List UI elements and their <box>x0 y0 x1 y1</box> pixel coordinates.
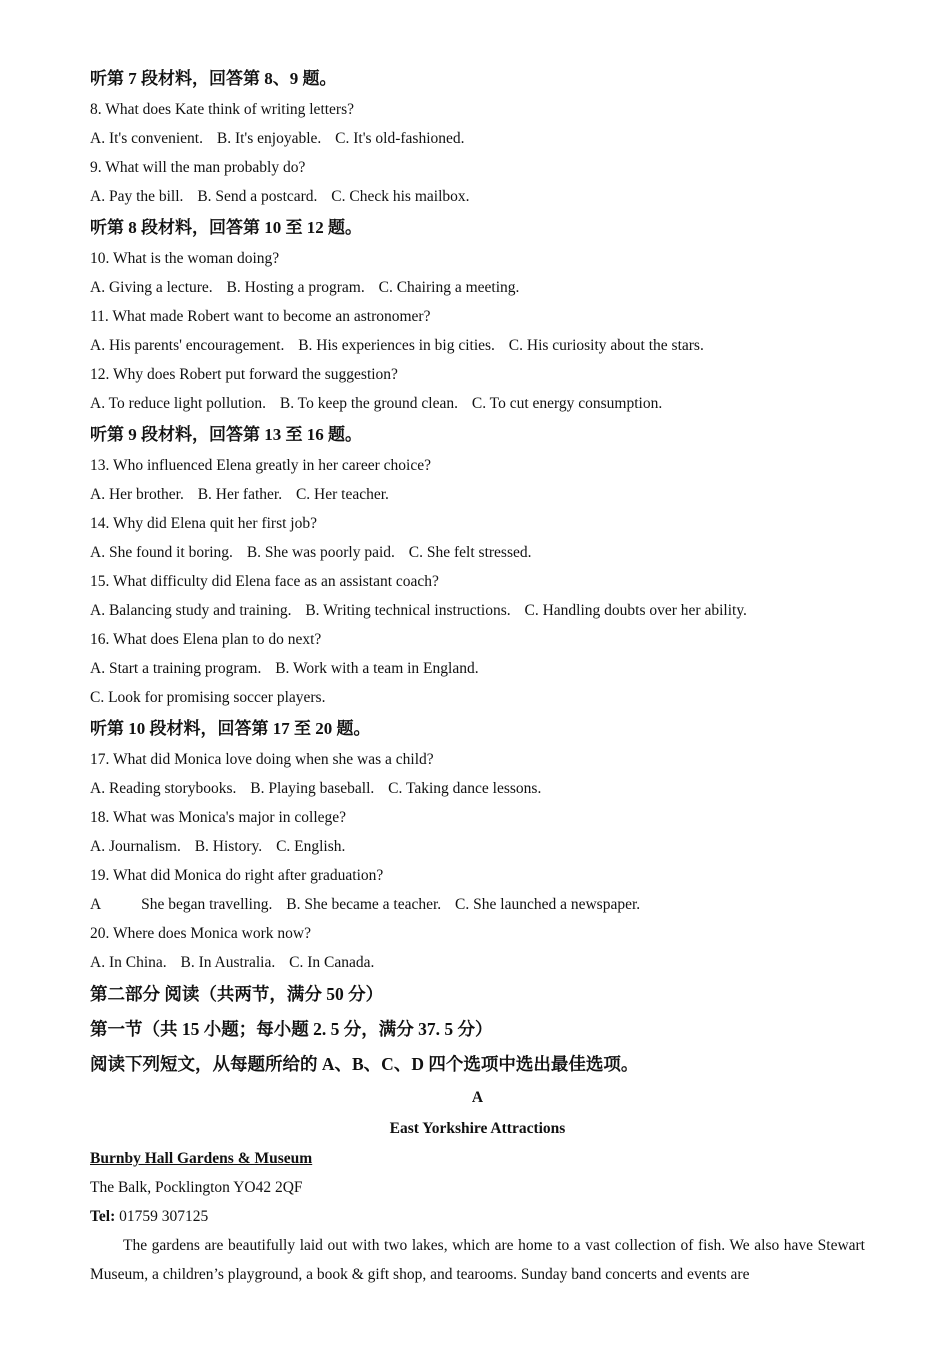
options-10 <box>90 273 865 302</box>
venue-name: Burnby Hall Gardens & Museum <box>90 1150 313 1167</box>
option-c: C. She felt stressed. <box>408 544 532 561</box>
question-12: 12. Why does Robert put forward the suggestion? <box>90 366 398 383</box>
option-b: B. Send a postcard. <box>197 188 318 205</box>
option-a: A. To reduce light pollution. <box>90 395 266 412</box>
options-15 <box>90 596 865 625</box>
option-b: B. Work with a team in England. <box>275 660 479 677</box>
option-b: B. Her father. <box>197 486 283 503</box>
question-11: 11. What made Robert want to become an astronomer? <box>90 308 431 325</box>
option-c: C. She launched a newspaper. <box>455 896 641 913</box>
phone-value: 01759 307125 <box>115 1208 209 1225</box>
option-c: C. Taking dance lessons. <box>388 780 542 797</box>
question-15: 15. What difficulty did Elena face as an assistant coach? <box>90 573 439 590</box>
question-14: 14. Why did Elena quit her first job? <box>90 515 317 532</box>
option-b: B. To keep the ground clean. <box>279 395 458 412</box>
venue-description: The gardens are beautifully laid out with two lakes, which are home to a vast collection of fish. We also have Stewart Museum, a children’s playground, a book & gift shop, and tearooms. Sunday band concerts and events are <box>90 1237 865 1283</box>
option-c: C. It's old-fashioned. <box>335 130 465 147</box>
option-a: A. Journalism. <box>90 838 181 855</box>
option-c: C. His curiosity about the stars. <box>508 337 704 354</box>
reading-instruction: 阅读下列短文，从每题所给的 A、B、C、D 四个选项中选出最佳选项。 <box>90 1054 639 1074</box>
option-b: B. It's enjoyable. <box>216 130 322 147</box>
question-13: 13. Who influenced Elena greatly in her career choice? <box>90 457 431 474</box>
option-b: B. She became a teacher. <box>286 896 442 913</box>
option-b: B. Hosting a program. <box>226 279 365 296</box>
question-9: 9. What will the man probably do? <box>90 159 306 176</box>
option-c: C. English. <box>276 838 346 855</box>
option-c: C. Handling doubts over her ability. <box>524 602 747 619</box>
option-a: A. Her brother. <box>90 486 184 503</box>
option-c: C. Check his mailbox. <box>331 188 470 205</box>
question-20: 20. Where does Monica work now? <box>90 925 311 942</box>
document-page <box>90 62 865 1289</box>
option-a: A. His parents' encouragement. <box>90 337 285 354</box>
section-heading-7: 听第 7 段材料，回答第 8、9 题。 <box>90 69 337 88</box>
options-9 <box>90 182 865 211</box>
question-8: 8. What does Kate think of writing letters? <box>90 101 355 118</box>
options-19 <box>90 890 865 919</box>
option-a: A. Giving a lecture. <box>90 279 213 296</box>
option-a: A. It's convenient. <box>90 130 203 147</box>
option-a: A. Start a training program. <box>90 660 262 677</box>
option-a: A. Reading storybooks. <box>90 780 237 797</box>
part-two-title: 第二部分 阅读（共两节，满分 50 分） <box>90 984 384 1004</box>
options-18 <box>90 832 865 861</box>
option-b: B. In Australia. <box>180 954 276 971</box>
option-c-16: C. Look for promising soccer players. <box>90 689 326 706</box>
section-heading-9: 听第 9 段材料，回答第 13 至 16 题。 <box>90 425 362 444</box>
section-one-title: 第一节（共 15 小题；每小题 2. 5 分，满分 37. 5 分） <box>90 1019 493 1039</box>
venue-phone <box>90 1202 865 1231</box>
options-16 <box>90 654 865 683</box>
option-b: B. Playing baseball. <box>250 780 375 797</box>
option-a: She began travelling. <box>141 896 273 913</box>
option-a: A. In China. <box>90 954 167 971</box>
options-13 <box>90 480 865 509</box>
question-18: 18. What was Monica's major in college? <box>90 809 347 826</box>
section-heading-10: 听第 10 段材料，回答第 17 至 20 题。 <box>90 719 371 738</box>
venue-address: The Balk, Pocklington YO42 2QF <box>90 1179 303 1196</box>
question-19: 19. What did Monica do right after graduation? <box>90 867 384 884</box>
option-a: A. She found it boring. <box>90 544 233 561</box>
options-12 <box>90 389 865 418</box>
options-14 <box>90 538 865 567</box>
option-b: B. His experiences in big cities. <box>298 337 495 354</box>
option-c: C. Chairing a meeting. <box>378 279 520 296</box>
passage-title: East Yorkshire Attractions <box>389 1120 566 1137</box>
option-c: C. In Canada. <box>289 954 375 971</box>
question-17: 17. What did Monica love doing when she was a child? <box>90 751 434 768</box>
option-c: C. To cut energy consumption. <box>471 395 663 412</box>
option-b: B. History. <box>194 838 263 855</box>
options-17 <box>90 774 865 803</box>
section-heading-8: 听第 8 段材料，回答第 10 至 12 题。 <box>90 218 362 237</box>
option-b: B. Writing technical instructions. <box>305 602 511 619</box>
option-a-letter: A <box>90 896 102 913</box>
option-a: A. Balancing study and training. <box>90 602 292 619</box>
passage-letter: A <box>471 1089 484 1106</box>
options-8 <box>90 124 865 153</box>
question-10: 10. What is the woman doing? <box>90 250 280 267</box>
option-a: A. Pay the bill. <box>90 188 184 205</box>
options-11 <box>90 331 865 360</box>
options-20 <box>90 948 865 977</box>
option-c: C. Her teacher. <box>295 486 389 503</box>
phone-label: Tel: <box>90 1208 116 1225</box>
question-16: 16. What does Elena plan to do next? <box>90 631 322 648</box>
option-b: B. She was poorly paid. <box>246 544 395 561</box>
